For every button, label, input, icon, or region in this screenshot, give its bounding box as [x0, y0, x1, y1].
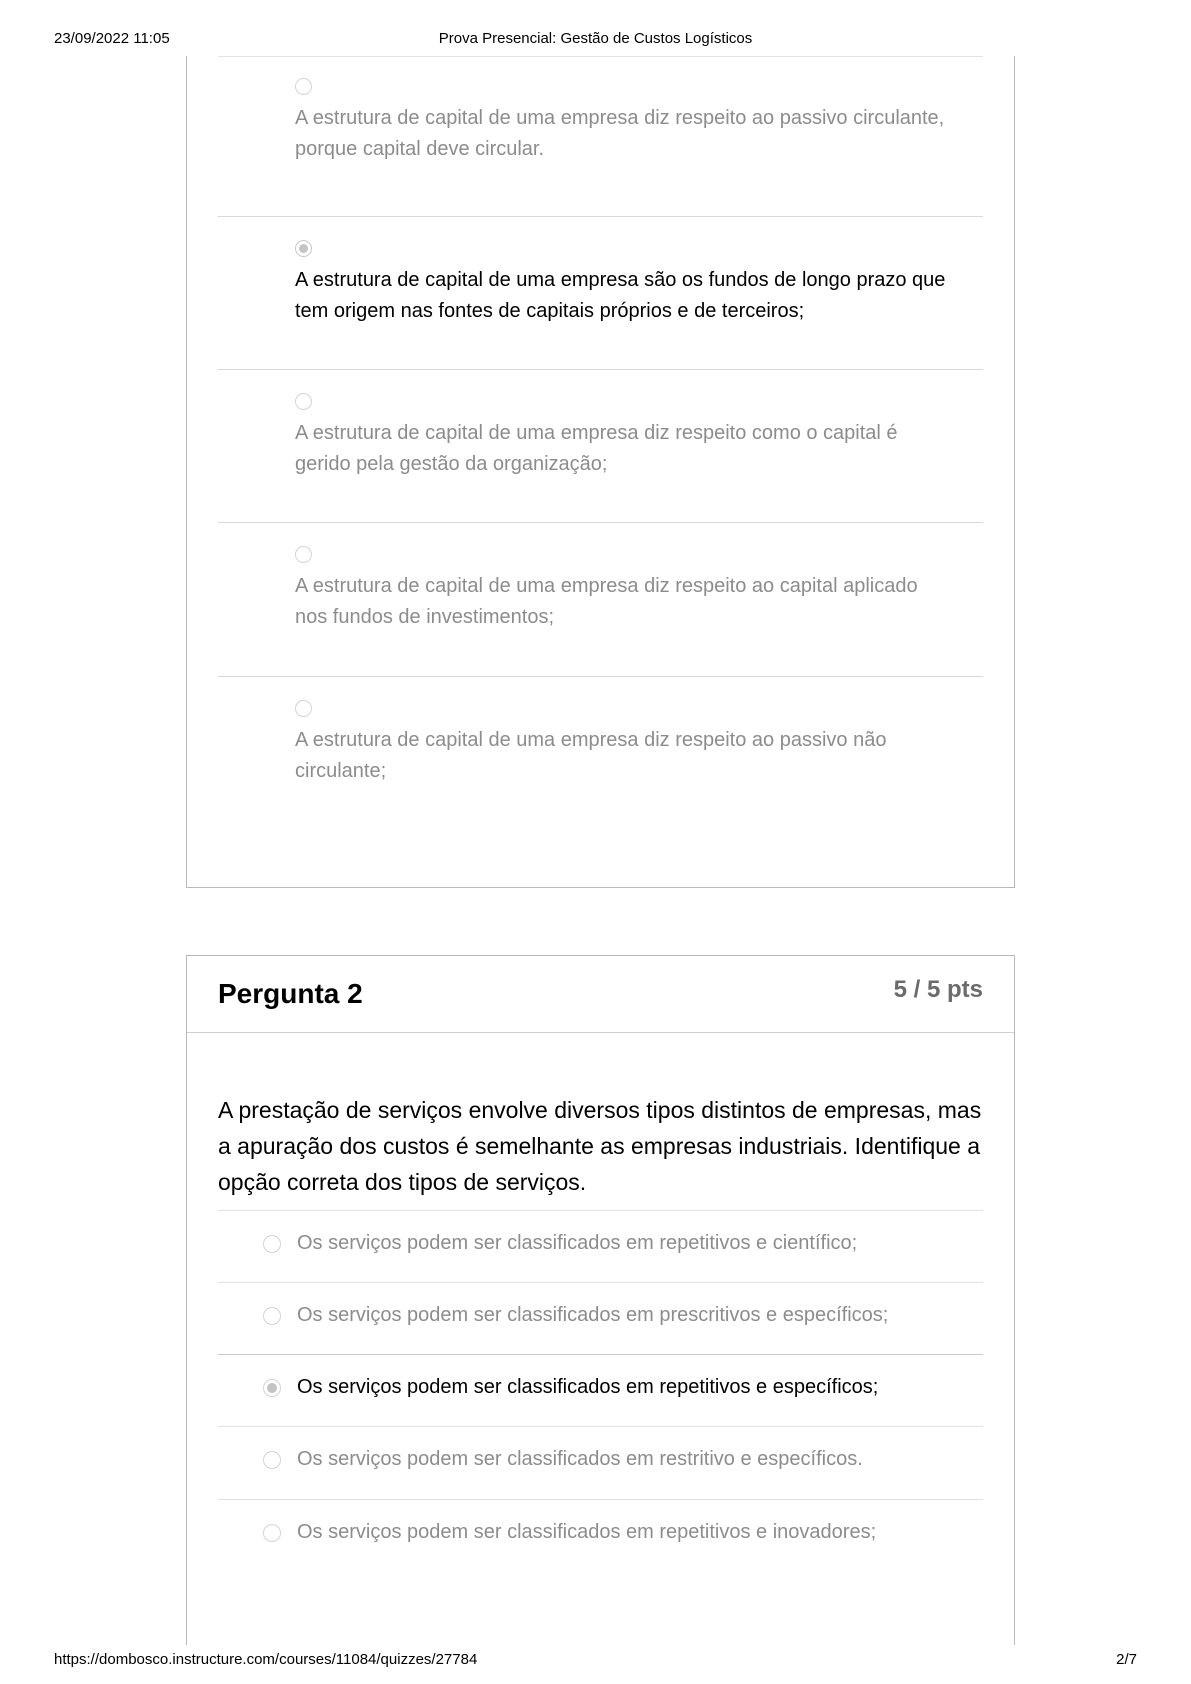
answer-text: Os serviços podem ser classificados em repetitivos e científico; — [297, 1232, 858, 1254]
answer-text: A estrutura de capital de uma empresa diz respeito ao capital aplicado nos fundos de investimentos; — [295, 575, 918, 628]
answer-option[interactable] — [218, 1499, 983, 1571]
radio-button[interactable] — [295, 78, 312, 95]
divider — [218, 522, 983, 523]
answer-option[interactable] — [218, 1210, 983, 1282]
divider — [218, 676, 983, 677]
question-2-card — [186, 955, 1015, 1645]
answer-option[interactable] — [218, 1354, 983, 1426]
answer-text: Os serviços podem ser classificados em repetitivos e específicos; — [297, 1376, 879, 1398]
print-url: https://dombosco.instructure.com/courses/11084/quizzes/27784 — [54, 1651, 478, 1668]
divider — [218, 1354, 983, 1355]
divider — [218, 1282, 983, 1283]
question-points: 5 / 5 pts — [893, 976, 983, 1003]
divider — [218, 369, 983, 370]
radio-button[interactable] — [295, 700, 312, 717]
divider — [218, 216, 983, 217]
radio-button[interactable] — [295, 393, 312, 410]
question-header — [187, 956, 1014, 1033]
answer-text: Os serviços podem ser classificados em restritivo e específicos. — [297, 1448, 863, 1470]
answer-text: A estrutura de capital de uma empresa diz respeito ao passivo circulante, porque capital deve circular. — [295, 107, 945, 160]
radio-button-selected[interactable] — [295, 240, 312, 257]
answer-text: A estrutura de capital de uma empresa diz respeito ao passivo não circulante; — [295, 729, 887, 782]
question-1-card — [186, 56, 1015, 888]
answer-text: Os serviços podem ser classificados em prescritivos e específicos; — [297, 1304, 889, 1326]
print-page-title: Prova Presencial: Gestão de Custos Logísticos — [438, 30, 753, 47]
radio-button-selected[interactable] — [263, 1379, 281, 1397]
print-page-number: 2/7 — [1116, 1651, 1137, 1668]
print-datetime: 23/09/2022 11:05 — [54, 30, 170, 47]
radio-button[interactable] — [295, 546, 312, 563]
answer-text: A estrutura de capital de uma empresa diz respeito como o capital é gerido pela gestão da organização; — [295, 422, 898, 475]
radio-button[interactable] — [263, 1235, 281, 1253]
divider — [218, 1426, 983, 1427]
divider — [218, 56, 983, 57]
divider — [218, 1499, 983, 1500]
answer-option[interactable] — [218, 1426, 983, 1498]
answer-text: A estrutura de capital de uma empresa são os fundos de longo prazo que tem origem nas fontes de capitais próprios e de terceiros; — [295, 269, 946, 322]
answer-text: Os serviços podem ser classificados em repetitivos e inovadores; — [297, 1521, 877, 1543]
question-text: A prestação de serviços envolve diversos tipos distintos de empresas, mas a apuração dos custos é semelhante as empresas industriais. Identifique a opção correta dos tipos de serviços. — [218, 1097, 982, 1195]
question-title: Pergunta 2 — [218, 978, 363, 1009]
radio-button[interactable] — [263, 1524, 281, 1542]
radio-button[interactable] — [263, 1451, 281, 1469]
divider — [218, 1210, 983, 1211]
radio-button[interactable] — [263, 1307, 281, 1325]
answer-option[interactable] — [218, 1282, 983, 1354]
